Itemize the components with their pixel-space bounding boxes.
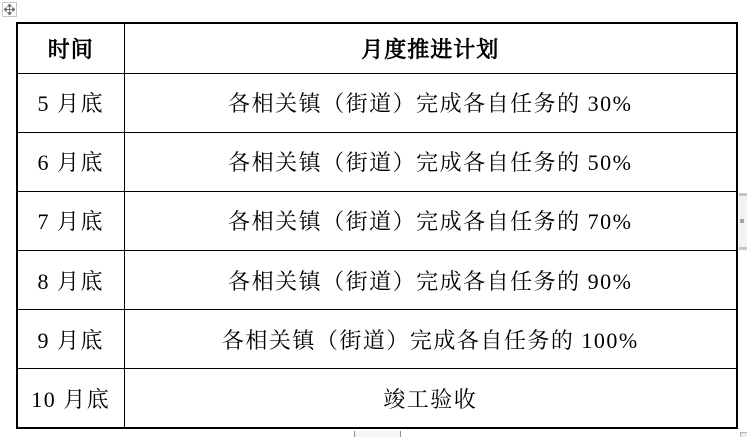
header-cell-time[interactable]: 时间 (17, 23, 124, 73)
cell-time[interactable]: 5 月底 (17, 73, 124, 132)
cell-plan[interactable]: 各相关镇（街道）完成各自任务的 100% (124, 310, 737, 369)
vertical-scrollbar[interactable] (739, 193, 747, 250)
scrollbar-cap-bottom (739, 247, 747, 250)
table-header-row (17, 23, 737, 73)
monthly-plan-table (16, 22, 738, 429)
cell-plan[interactable]: 各相关镇（街道）完成各自任务的 90% (124, 251, 737, 310)
cell-plan[interactable]: 竣工验收 (124, 369, 737, 428)
table-row (17, 310, 737, 369)
scrollbar-grip[interactable] (740, 219, 744, 223)
scrollbar-cap-top (739, 193, 747, 196)
scrollbar-corner (740, 432, 747, 437)
header-cell-plan[interactable]: 月度推进计划 (124, 23, 737, 73)
cell-plan[interactable]: 各相关镇（街道）完成各自任务的 70% (124, 191, 737, 250)
table-row (17, 369, 737, 428)
cell-time[interactable]: 10 月底 (17, 369, 124, 428)
table-row (17, 251, 737, 310)
cell-plan[interactable]: 各相关镇（街道）完成各自任务的 30% (124, 73, 737, 132)
horizontal-scrollbar[interactable] (354, 431, 401, 437)
table-row (17, 73, 737, 132)
cell-plan[interactable]: 各相关镇（街道）完成各自任务的 50% (124, 132, 737, 191)
table-row (17, 191, 737, 250)
cell-time[interactable]: 7 月底 (17, 191, 124, 250)
cell-time[interactable]: 9 月底 (17, 310, 124, 369)
table-move-handle[interactable] (2, 2, 17, 17)
cell-time[interactable]: 8 月底 (17, 251, 124, 310)
table-row (17, 132, 737, 191)
move-arrows-icon (4, 4, 15, 15)
cell-time[interactable]: 6 月底 (17, 132, 124, 191)
